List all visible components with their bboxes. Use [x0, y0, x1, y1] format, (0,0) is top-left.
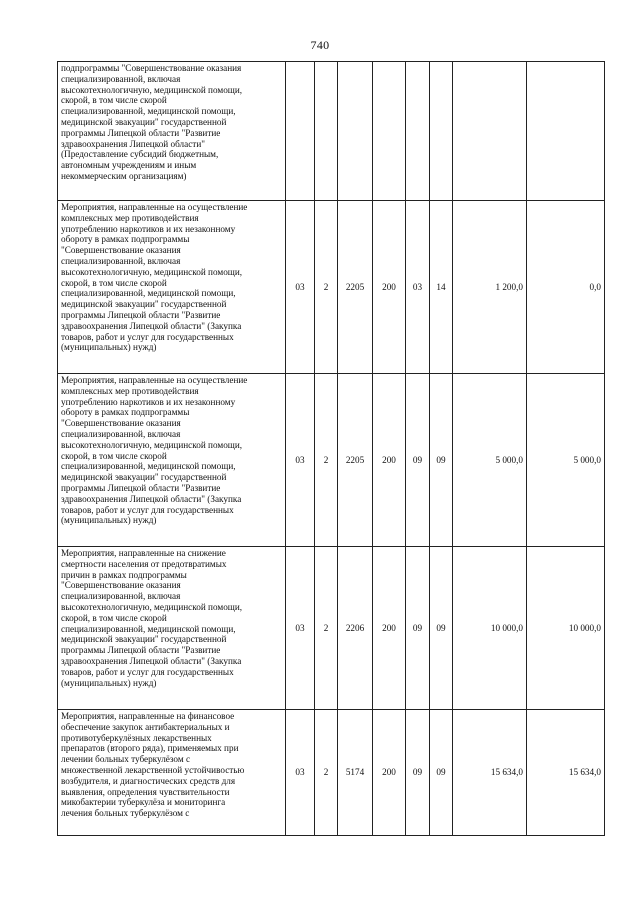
table-row [58, 547, 605, 710]
code-chapter: 03 [406, 201, 430, 374]
code-section: 03 [286, 201, 315, 374]
table-row [58, 710, 605, 836]
amount-1 [453, 62, 527, 201]
table-row [58, 374, 605, 547]
amount-2: 5 000,0 [527, 374, 605, 547]
code-program: 2 [315, 201, 338, 374]
code-subchapter [430, 62, 453, 201]
code-program: 2 [315, 547, 338, 710]
budget-table [57, 61, 605, 836]
code-target: 2206 [338, 547, 373, 710]
row-description: Мероприятия, направленные на осуществление комплексных мер противодействия употреблению наркотиков и их незаконному обороту в рамках подпрограммы "Совершенствование оказания специализированной, включая высокотехнологичную, медицинской помощи, скорой, в том числе скорой специализированной, медицинской помощи, медицинской эвакуации" государственной программы Липецкой области "Развитие здравоохранения Липецкой области" (Закупка товаров, работ и услуг для государственных (муниципальных) нужд) [58, 374, 286, 547]
code-subchapter: 09 [430, 374, 453, 547]
amount-2: 15 634,0 [527, 710, 605, 836]
code-program: 2 [315, 710, 338, 836]
code-program: 2 [315, 374, 338, 547]
code-expense-type: 200 [373, 547, 406, 710]
code-expense-type [373, 62, 406, 201]
code-target: 2205 [338, 201, 373, 374]
amount-1: 1 200,0 [453, 201, 527, 374]
code-target: 5174 [338, 710, 373, 836]
code-expense-type: 200 [373, 374, 406, 547]
code-subchapter: 09 [430, 547, 453, 710]
code-section: 03 [286, 547, 315, 710]
code-subchapter: 09 [430, 710, 453, 836]
code-target: 2205 [338, 374, 373, 547]
code-section: 03 [286, 374, 315, 547]
table-row [58, 201, 605, 374]
code-section [286, 62, 315, 201]
code-program [315, 62, 338, 201]
code-subchapter: 14 [430, 201, 453, 374]
code-chapter: 09 [406, 710, 430, 836]
code-expense-type: 200 [373, 710, 406, 836]
amount-2: 10 000,0 [527, 547, 605, 710]
amount-1: 10 000,0 [453, 547, 527, 710]
amount-1: 5 000,0 [453, 374, 527, 547]
code-target [338, 62, 373, 201]
code-chapter [406, 62, 430, 201]
code-section: 03 [286, 710, 315, 836]
amount-1: 15 634,0 [453, 710, 527, 836]
code-expense-type: 200 [373, 201, 406, 374]
amount-2 [527, 62, 605, 201]
amount-2: 0,0 [527, 201, 605, 374]
row-description: Мероприятия, направленные на снижение смертности населения от предотвратимых причин в рамках подпрограммы "Совершенствование оказания специализированной, включая высокотехнологичную, медицинской помощи, скорой, в том числе скорой специализированной, медицинской помощи, медицинской эвакуации" государственной программы Липецкой области "Развитие здравоохранения Липецкой области" (Закупка товаров, работ и услуг для государственных (муниципальных) нужд) [58, 547, 286, 710]
code-chapter: 09 [406, 374, 430, 547]
table-row [58, 62, 605, 201]
code-chapter: 09 [406, 547, 430, 710]
row-description: Мероприятия, направленные на осуществление комплексных мер противодействия употреблению наркотиков и их незаконному обороту в рамках подпрограммы "Совершенствование оказания специализированной, включая высокотехнологичную, медицинской помощи, скорой, в том числе скорой специализированной, медицинской помощи, медицинской эвакуации" государственной программы Липецкой области "Развитие здравоохранения Липецкой области" (Закупка товаров, работ и услуг для государственных (муниципальных) нужд) [58, 201, 286, 374]
page-number: 740 [310, 38, 330, 52]
row-description: Мероприятия, направленные на финансовое обеспечение закупок антибактериальных и противотуберкулёзных лекарственных препаратов (второго ряда), применяемых при лечении больных туберкулёзом с множественной лекарственной устойчивостью возбудителя, и диагностических средств для выявления, определения чувствительности микобактерии туберкулёза и мониторинга лечения больных туберкулёзом с [58, 710, 286, 836]
row-description: подпрограммы "Совершенствование оказания специализированной, включая высокотехнологичную, медицинской помощи, скорой, в том числе скорой специализированной, медицинской помощи, медицинской эвакуации" государственной программы Липецкой области "Развитие здравоохранения Липецкой области" (Предоставление субсидий бюджетным, автономным учреждениям и иным некоммерческим организациям) [58, 62, 286, 201]
